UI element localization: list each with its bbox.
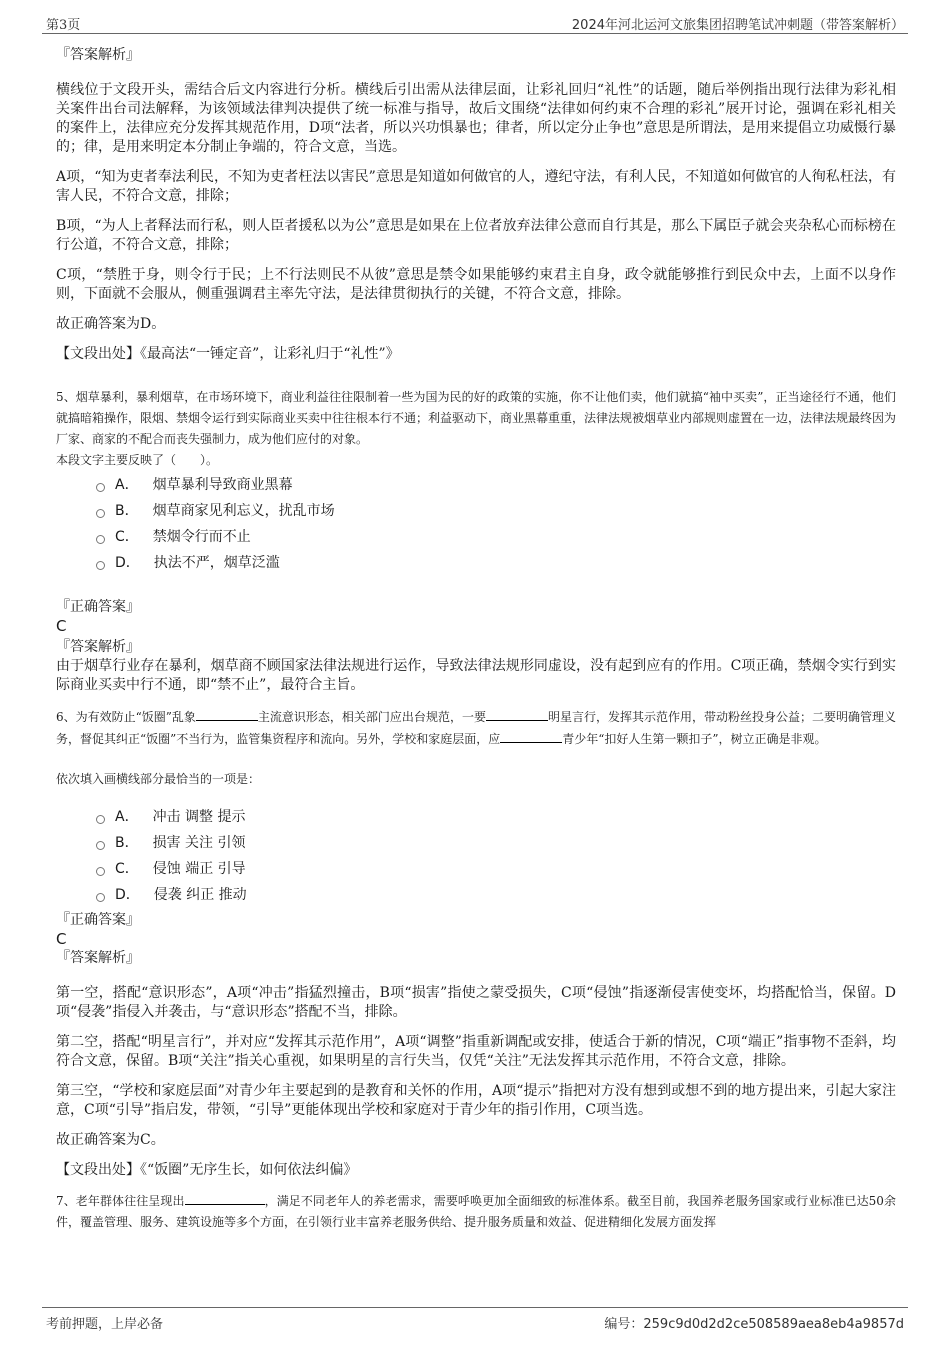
page-header — [42, 14, 908, 34]
fill-blank — [196, 709, 258, 721]
radio-icon[interactable] — [96, 535, 105, 544]
fill-blank — [486, 709, 548, 721]
correct-answer: C — [56, 617, 67, 635]
option-c[interactable]: C． 禁烟令行而不止 — [96, 524, 896, 550]
radio-icon[interactable] — [96, 867, 105, 876]
question-prompt: 依次填入画横线部分最恰当的一项是： — [56, 772, 261, 786]
document-body — [56, 44, 896, 1233]
document-title: 2024年河北运河文旅集团招聘笔试冲刺题（带答案解析） — [571, 18, 904, 33]
question-stem: 7、老年群体往往呈现出 ，满足不同老年人的养老需求，需要呼唤更加全面细致的标准体系。截至目前，我国养老服务国家或行业标准已达50余件，覆盖管理、服务、建筑设施等多个方面，在引领行业丰富养老服务供给、提升服务质量和效益、促进精细化发展方面发挥 — [56, 1194, 896, 1229]
analysis-conclusion: 故正确答案为C。 — [56, 1132, 165, 1148]
question-stem: 6、为有效防止“饭圈”乱象 主流意识形态，相关部门应出台规范，一要 明星言行，发挥其示范作用，带动粉丝投身公益；二要明确管理义务，督促其纠正“饭圈”不当行为，监管集资程序和流向。另外，学校和家庭层面，应 青少年“扣好人生第一颗扣子”，树立正确是非观。 — [56, 710, 896, 746]
analysis-paragraph: 横线位于文段开头，需结合后文内容进行分析。横线后引出需从法律层面，让彩礼回归“礼性”的话题，随后举例指出现行法律为彩礼相关案件出台司法解释，为该领域法律判决提供了统一标准与指导，故后文围绕“法律如何约束不合理的彩礼”展开讨论，强调在彩礼相关的案件上，法律应充分发挥其规范作用，D项“法者，所以兴功惧暴也；律者，所以定分止争也”意思是所谓法，是用来提倡立功威慑行暴的；律，是用来明定本分制止争端的，符合文意，当选。 — [56, 82, 896, 155]
q4-analysis — [56, 46, 896, 364]
correct-answer-heading: 『正确答案』 — [56, 912, 140, 928]
footer-divider — [42, 1307, 908, 1308]
analysis-paragraph: C项，“禁胜于身，则令行于民；上不行法则民不从彼”意思是禁令如果能够约束君主自身，政令就能够推行到民众中去，上面不以身作则，下面就不会服从，侧重强调君主率先守法，是法律贯彻执行的关键，不符合文意，排除。 — [56, 267, 896, 302]
analysis-paragraph: 由于烟草行业存在暴利，烟草商不顾国家法律法规进行运作，导致法律法规形同虚设，没有起到应有的作用。C项正确，禁烟令实行到实际商业买卖中行不通，即“禁不止”，最符合主旨。 — [56, 658, 896, 693]
source-citation: 【文段出处】《最高法“一锤定音”，让彩礼归于“礼性”》 — [56, 346, 400, 362]
footer-slogan: 考前押题，上岸必备 — [46, 1317, 164, 1332]
correct-answer-heading: 『正确答案』 — [56, 599, 140, 615]
analysis-heading: 『答案解析』 — [56, 639, 140, 655]
page-footer — [42, 1313, 908, 1333]
analysis-paragraph: B项，“为人上者释法而行私，则人臣者援私以为公”意思是如果在上位者放弃法律公意而自行其是，那么下属臣子就会夹杂私心而标榜在行公道，不符合文意，排除； — [56, 218, 896, 253]
option-d[interactable]: D． 侵袭 纠正 推动 — [96, 882, 896, 908]
page-number: 第3页 — [46, 18, 81, 33]
option-a[interactable]: A． 冲击 调整 提示 — [96, 804, 896, 830]
question-6 — [56, 706, 896, 1180]
radio-icon[interactable] — [96, 893, 105, 902]
radio-icon[interactable] — [96, 483, 105, 492]
analysis-heading: 『答案解析』 — [56, 950, 140, 966]
option-c[interactable]: C． 侵蚀 端正 引导 — [96, 856, 896, 882]
analysis-paragraph: 第二空，搭配“明星言行”，并对应“发挥其示范作用”，A项“调整”指重新调配或安排，使适合于新的情况，C项“端正”指事物不歪斜，均符合文意，保留。B项“关注”指关心重视，如果明星的言行失当，仅凭“关注”无法发挥其示范作用，不符合文意，排除。 — [56, 1034, 896, 1069]
question-5 — [56, 387, 896, 695]
option-d[interactable]: D． 执法不严，烟草泛滥 — [96, 550, 896, 576]
analysis-paragraph: 第一空，搭配“意识形态”，A项“冲击”指猛烈撞击，B项“损害”指使之蒙受损失，C项“侵蚀”指逐渐侵害使变坏，均搭配恰当，保留。D项“侵袭”指侵入并袭击，与“意识形态”搭配不当，排除。 — [56, 985, 896, 1020]
radio-icon[interactable] — [96, 841, 105, 850]
question-stem: 5、烟草暴利，暴利烟草，在市场环境下，商业利益往往限制着一些为国为民的好的政策的实施，你不让他们卖，他们就搞“袖中买卖”，正当途径行不通，他们就搞暗箱操作，限烟、禁烟令运行到实际商业买卖中往往根本行不通；利益驱动下，商业黑幕重重，法律法规被烟草业内部规则虚置在一边，法律法规最终因为厂家、商家的不配合而丧失强制力，成为他们应付的对象。 — [56, 390, 897, 446]
option-a[interactable]: A． 烟草暴利导致商业黑幕 — [96, 472, 896, 498]
analysis-heading: 『答案解析』 — [56, 47, 140, 63]
option-list — [96, 472, 896, 576]
radio-icon[interactable] — [96, 561, 105, 570]
analysis-conclusion: 故正确答案为D。 — [56, 316, 166, 332]
option-b[interactable]: B． 损害 关注 引领 — [96, 830, 896, 856]
fill-blank — [185, 1193, 265, 1205]
option-list — [96, 804, 896, 908]
source-citation: 【文段出处】《“饭圈”无序生长，如何依法纠偏》 — [56, 1162, 358, 1178]
fill-blank — [500, 731, 562, 743]
radio-icon[interactable] — [96, 815, 105, 824]
document-code: 编号：259c9d0d2d2ce508589aea8eb4a9857d — [604, 1317, 904, 1332]
analysis-paragraph: A项，“知为吏者奉法利民，不知为吏者枉法以害民”意思是知道如何做官的人，遵纪守法，有利人民，不知道如何做官的人徇私枉法，有害人民，不符合文意，排除； — [56, 169, 896, 204]
question-prompt: 本段文字主要反映了（ ）。 — [56, 453, 219, 467]
analysis-paragraph: 第三空，“学校和家庭层面”对青少年主要起到的是教育和关怀的作用，A项“提示”指把对方没有想到或想不到的地方提出来，引起大家注意，C项“引导”指启发，带领，“引导”更能体现出学校和家庭对于青少年的指引作用，C项当选。 — [56, 1083, 896, 1118]
option-b[interactable]: B． 烟草商家见利忘义，扰乱市场 — [96, 498, 896, 524]
radio-icon[interactable] — [96, 509, 105, 518]
header-divider — [42, 33, 908, 34]
question-7 — [56, 1191, 896, 1233]
correct-answer: C — [56, 930, 67, 948]
